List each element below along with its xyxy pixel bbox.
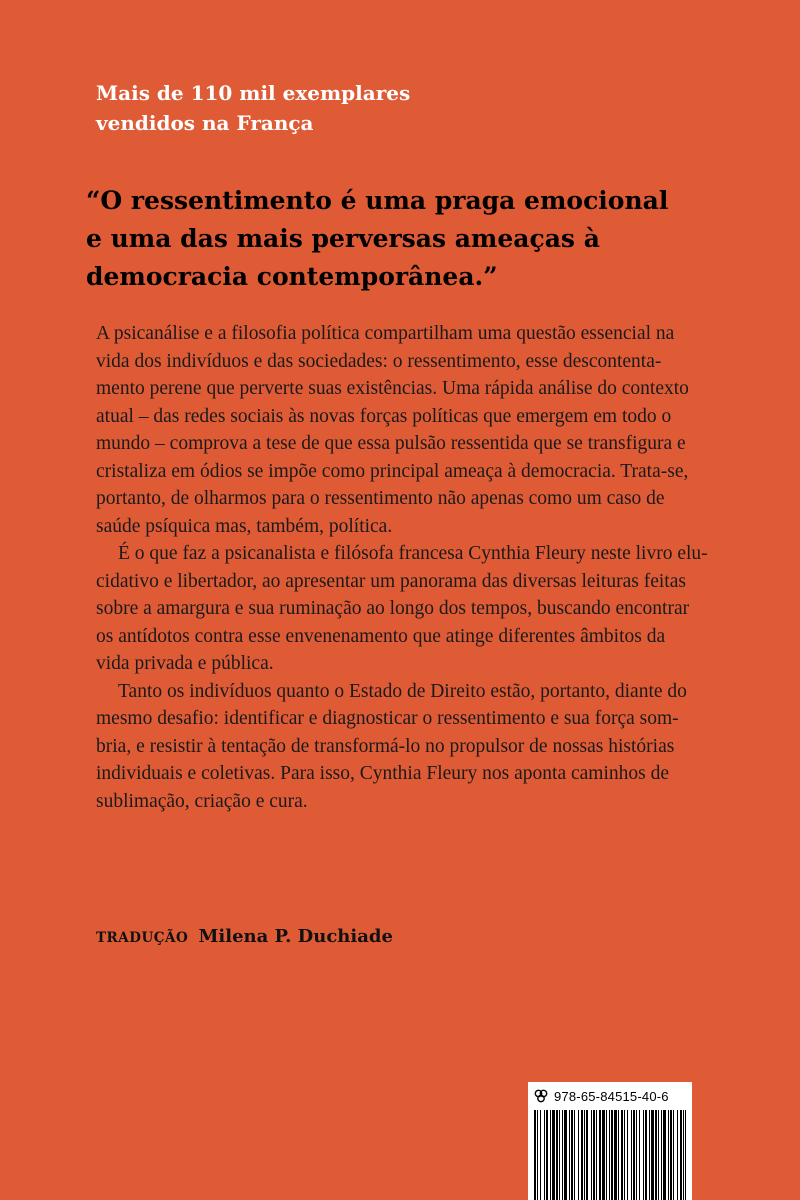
barcode-bar [581, 1110, 583, 1200]
barcode-bar [614, 1110, 617, 1200]
barcode-bar [540, 1110, 541, 1200]
barcode-bar [593, 1110, 595, 1200]
book-description [96, 320, 736, 815]
text-line: vida privada e pública. [96, 653, 274, 674]
barcode-bar [562, 1110, 563, 1200]
barcode-bar [645, 1110, 647, 1200]
barcode-bar [544, 1110, 545, 1200]
text-line: atual – das redes sociais às novas forças políticas que emergem em todo o [96, 405, 672, 427]
barcode-bar [569, 1110, 570, 1200]
barcode-bar [574, 1110, 575, 1200]
barcode-bar [685, 1110, 686, 1200]
barcode [534, 1110, 686, 1200]
text-line: sublimação, criação e cura. [96, 790, 308, 812]
quote-line: e uma das mais perversas ameaças à [86, 224, 600, 253]
barcode-bar [661, 1110, 662, 1200]
barcode-bar [618, 1110, 619, 1200]
barcode-bar [627, 1110, 628, 1200]
barcode-bar [633, 1110, 635, 1200]
text-line: vida dos indivíduos e das sociedades: o ressentimento, esse descontenta- [96, 350, 662, 372]
text-line: saúde psíquica mas, também, política. [96, 515, 393, 537]
text-line: sobre a amargura e sua ruminação ao longo dos tempos, buscando encontrar [96, 598, 690, 619]
barcode-bar [621, 1110, 623, 1200]
text-line: A psicanálise e a filosofia política compartilham uma questão essencial na [96, 323, 675, 344]
isbn-number: 978-65-84515-40-6 [554, 1088, 669, 1104]
translator-credit [96, 926, 393, 947]
quote-line: “O ressentimento é uma praga emocional [86, 186, 669, 215]
barcode-bar [663, 1110, 666, 1200]
barcode-bar [546, 1110, 548, 1200]
text-line: É o que faz a psicanalista e filósofa francesa Cynthia Fleury neste livro elu- [118, 543, 708, 564]
pull-quote [86, 182, 766, 296]
tagline-line: Mais de 110 mil exemplares [96, 81, 411, 105]
barcode-bar [636, 1110, 637, 1200]
barcode-bar [550, 1110, 551, 1200]
barcode-bar [670, 1110, 672, 1200]
text-line: os antídotos contra esse envenenamento que atinge diferentes âmbitos da [96, 625, 666, 647]
barcode-bar [680, 1110, 682, 1200]
barcode-bar [578, 1110, 579, 1200]
barcode-bar [586, 1110, 588, 1200]
barcode-bar [591, 1110, 592, 1200]
barcode-bar [649, 1110, 650, 1200]
barcode-bar [611, 1110, 613, 1200]
translator-name: Milena P. Duchiade [198, 926, 393, 947]
barcode-bar [639, 1110, 640, 1200]
description-paragraph-1 [96, 320, 736, 540]
barcode-bar [609, 1110, 610, 1200]
quote-line: democracia contemporânea.” [86, 262, 498, 291]
barcode-bar [556, 1110, 558, 1200]
barcode-bar [559, 1110, 560, 1200]
barcode-bar [668, 1110, 669, 1200]
tagline [96, 78, 516, 138]
text-line: Tanto os indivíduos quanto o Estado de Direito estão, portanto, diante do [118, 680, 687, 702]
barcode-bar [599, 1110, 601, 1200]
barcode-bar [683, 1110, 684, 1200]
barcode-bar [534, 1110, 536, 1200]
barcode-bar [658, 1110, 659, 1200]
barcode-bar [651, 1110, 654, 1200]
barcode-bar [624, 1110, 625, 1200]
translation-label: TRADUÇÃO [96, 930, 189, 946]
barcode-bar [602, 1110, 605, 1200]
barcode-bar [571, 1110, 573, 1200]
description-paragraph-2 [96, 540, 736, 678]
text-line: mesmo desafio: identificar e diagnosticar o ressentimento e sua força som- [96, 708, 679, 729]
barcode-bar [677, 1110, 678, 1200]
barcode-bar [564, 1110, 567, 1200]
isbn-barcode-box [528, 1082, 692, 1200]
text-line: mundo – comprova a tese de que essa pulsão ressentida que se transfigura e [96, 433, 686, 454]
isbn-row [534, 1086, 669, 1106]
barcode-bar [631, 1110, 632, 1200]
tagline-line: vendidos na França [96, 111, 314, 135]
barcode-bar [537, 1110, 538, 1200]
barcode-bar [584, 1110, 585, 1200]
barcode-bar [655, 1110, 657, 1200]
publisher-logo-icon [534, 1089, 548, 1103]
description-paragraph-3 [96, 678, 736, 816]
text-line: cristaliza em ódios se impõe como principal ameaça à democracia. Trata-se, [96, 460, 689, 482]
barcode-bar [552, 1110, 555, 1200]
text-line: mento perene que perverte suas existências. Uma rápida análise do contexto [96, 378, 689, 399]
text-line: portanto, de olharmos para o ressentimento não apenas como um caso de [96, 488, 665, 509]
barcode-bar [606, 1110, 607, 1200]
barcode-bar [596, 1110, 597, 1200]
text-line: cidativo e libertador, ao apresentar um panorama das diversas leituras feitas [96, 570, 686, 592]
text-line: individuais e coletivas. Para isso, Cynthia Fleury nos aponta caminhos de [96, 763, 669, 784]
barcode-bar [643, 1110, 644, 1200]
text-line: bria, e resistir à tentação de transformá-lo no propulsor de nossas histórias [96, 735, 675, 757]
barcode-bar [673, 1110, 674, 1200]
